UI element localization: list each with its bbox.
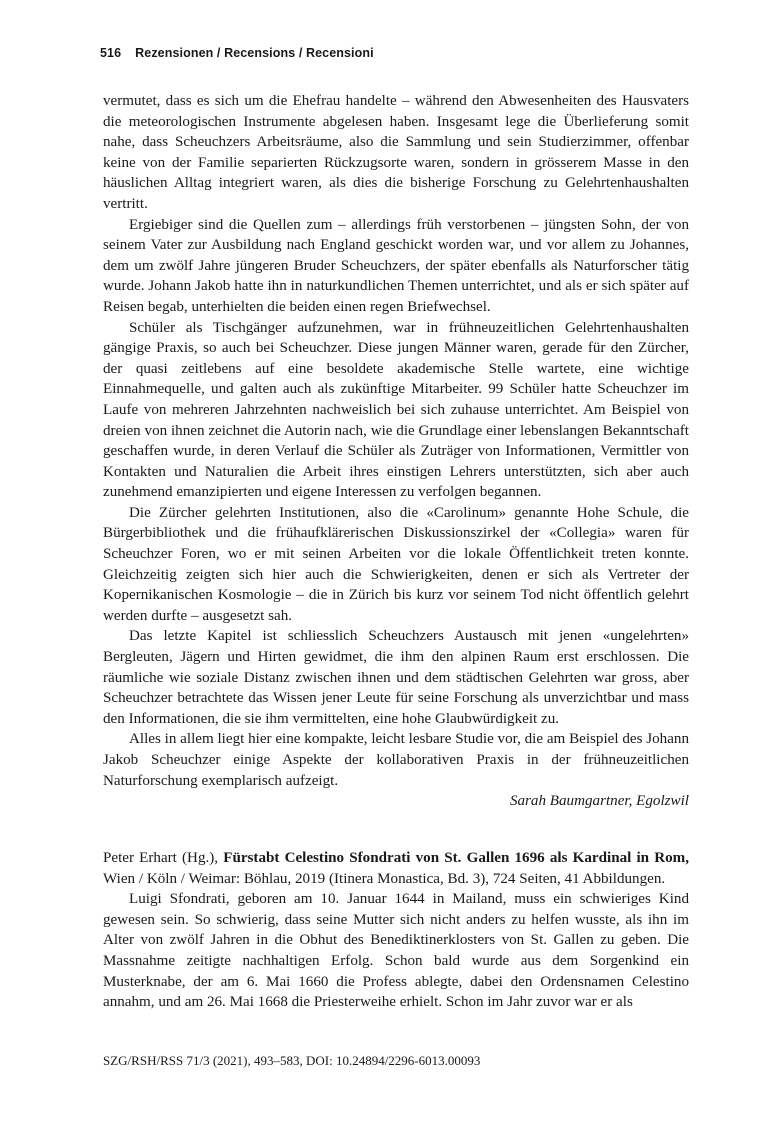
paragraph: Alles in allem liegt hier eine kompakte, leicht lesbare Studie vor, die am Beispiel des Johann Jakob Scheuchzer einige Aspekte der kollaborativen Praxis in der frühneuzeitlichen Naturforschung exemplarisch aufzeigt. <box>103 731 689 789</box>
citation-title: Fürstabt Celestino Sfondrati von St. Gallen 1696 als Kardinal in Rom, <box>223 850 690 866</box>
running-title: Rezensionen / Recensions / Recensioni <box>135 46 374 60</box>
book-citation <box>103 848 689 889</box>
paragraph: Das letzte Kapitel ist schliesslich Scheuchzers Austausch mit jenen «ungelehrten» Bergleuten, Jägern und Hirten gewidmet, die ihm den alpinen Raum erst erschlossen. Die räumliche wie soziale Distanz zwischen ihnen und dem städtischen Gelehrten war gross, aber Scheuchzer betrachtete das Wissen jener Leute für seine Forschung als unverzichtbar und mass den Informationen, die sie ihm vermittelten, eine hohe Glaubwürdigkeit zu. <box>103 628 689 727</box>
paragraph: Schüler als Tischgänger aufzunehmen, war in frühneuzeitlichen Gelehrtenhaushalten gängige Praxis, so auch bei Scheuchzer. Diese jungen Männer waren, gerade für den Zürcher, der quasi zeitlebens auf eine besoldete akademische Stelle wartete, eine wichtige Einnahmequelle, und galten auch als zukünftige Mitarbeiter. 99 Schüler hatte Scheuchzer im Laufe von mehreren Jahrzehnten nachweislich bei sich zuhause unterrichtet. Am Beispiel von dreien von ihnen zeichnet die Autorin nach, wie die Grundlage einer lebenslangen Bekanntschaft geschaffen wurde, in deren Verlauf die Schüler als Zuträger von Informationen, Vermittler von Kontakten und Naturalien die Arbeit ihres einstigen Lehrers unterstützten, sich aber auch zunehmend emanzipierten und eigene Interessen zu verfolgen begannen. <box>103 319 689 501</box>
paragraph: Luigi Sfondrati, geboren am 10. Januar 1644 in Mailand, muss ein schwieriges Kind gewesen sein. So schwierig, dass seine Mutter sich nicht anders zu helfen wusste, als ihn im Alter von zwölf Jahren in die Obhut des Benediktinerklosters von St. Gallen zu geben. Die Massnahme zeitigte nachhaltigen Erfolg. Schon bald wurde aus dem Sorgenkind ein Musterknabe, der am 6. Mai 1660 die Profess ablegte, dabei den Ordensnamen Celestino annahm, und am 26. Mai 1668 die Priesterweihe erhielt. Schon im Jahr zuvor war er als <box>103 891 689 1011</box>
review-new <box>103 848 689 1013</box>
reviewer-signature: Sarah Baumgartner, Egolzwil <box>509 793 689 810</box>
citation-author: Peter Erhart (Hg.), <box>103 850 224 866</box>
paragraph: Die Zürcher gelehrten Institutionen, also die «Carolinum» genannte Hohe Schule, die Bürgerbibliothek und die frühaufklärerischen Diskussionszirkel der «Collegia» waren für Scheuchzer Foren, wo er mit seinen Arbeiten vor die lokale Öffentlichkeit treten konnte. Gleichzeitig zeigten sich hier auch die Schwierigkeiten, denen er sich als Vertreter der Kopernikanischen Kosmologie – die in Zürich bis kurz vor seinem Tod nicht öffentlich gelehrt werden durfte – ausgesetzt sah. <box>103 504 689 624</box>
paragraph: vermutet, dass es sich um die Ehefrau handelte – während den Abwesenheiten des Hausvaters die meteorologischen Instrumente abgelesen haben. Insgesamt lege die Überlieferung somit nahe, dass Scheuchzers Arbeitsräume, also die Sammlung und sein Studierzimmer, offenbar keine von der Familie separierten Rückzugsorte waren, sondern in grösserem Masse in den häuslichen Alltag integriert waren, als dies die bisherige Forschung zu Gelehrtenhaushalten vertritt. <box>103 93 689 212</box>
page-number: 516 <box>100 46 122 60</box>
citation-details: Wien / Köln / Weimar: Böhlau, 2019 (Itinera Monastica, Bd. 3), 724 Seiten, 41 Abbildungen. <box>103 870 666 887</box>
journal-footer: SZG/RSH/RSS 71/3 (2021), 493–583, DOI: 10.24894/2296-6013.00093 <box>103 1053 481 1068</box>
paragraph: Ergiebiger sind die Quellen zum – allerdings früh verstorbenen – jüngsten Sohn, der von seinem Vater zur Ausbildung nach England geschickt worden war, und vor allem zu Johannes, dem um zwölf Jahre jüngeren Bruder Scheuchzers, der später ebenfalls als Naturforscher tätig wurde. Johann Jakob hatte ihn in naturkundlichen Themen unterrichtet, und als er sich später auf Reisen begab, unterhielten die beiden einen regen Briefwechsel. <box>103 216 689 315</box>
review-body-continued <box>103 91 689 812</box>
running-header <box>100 46 690 60</box>
